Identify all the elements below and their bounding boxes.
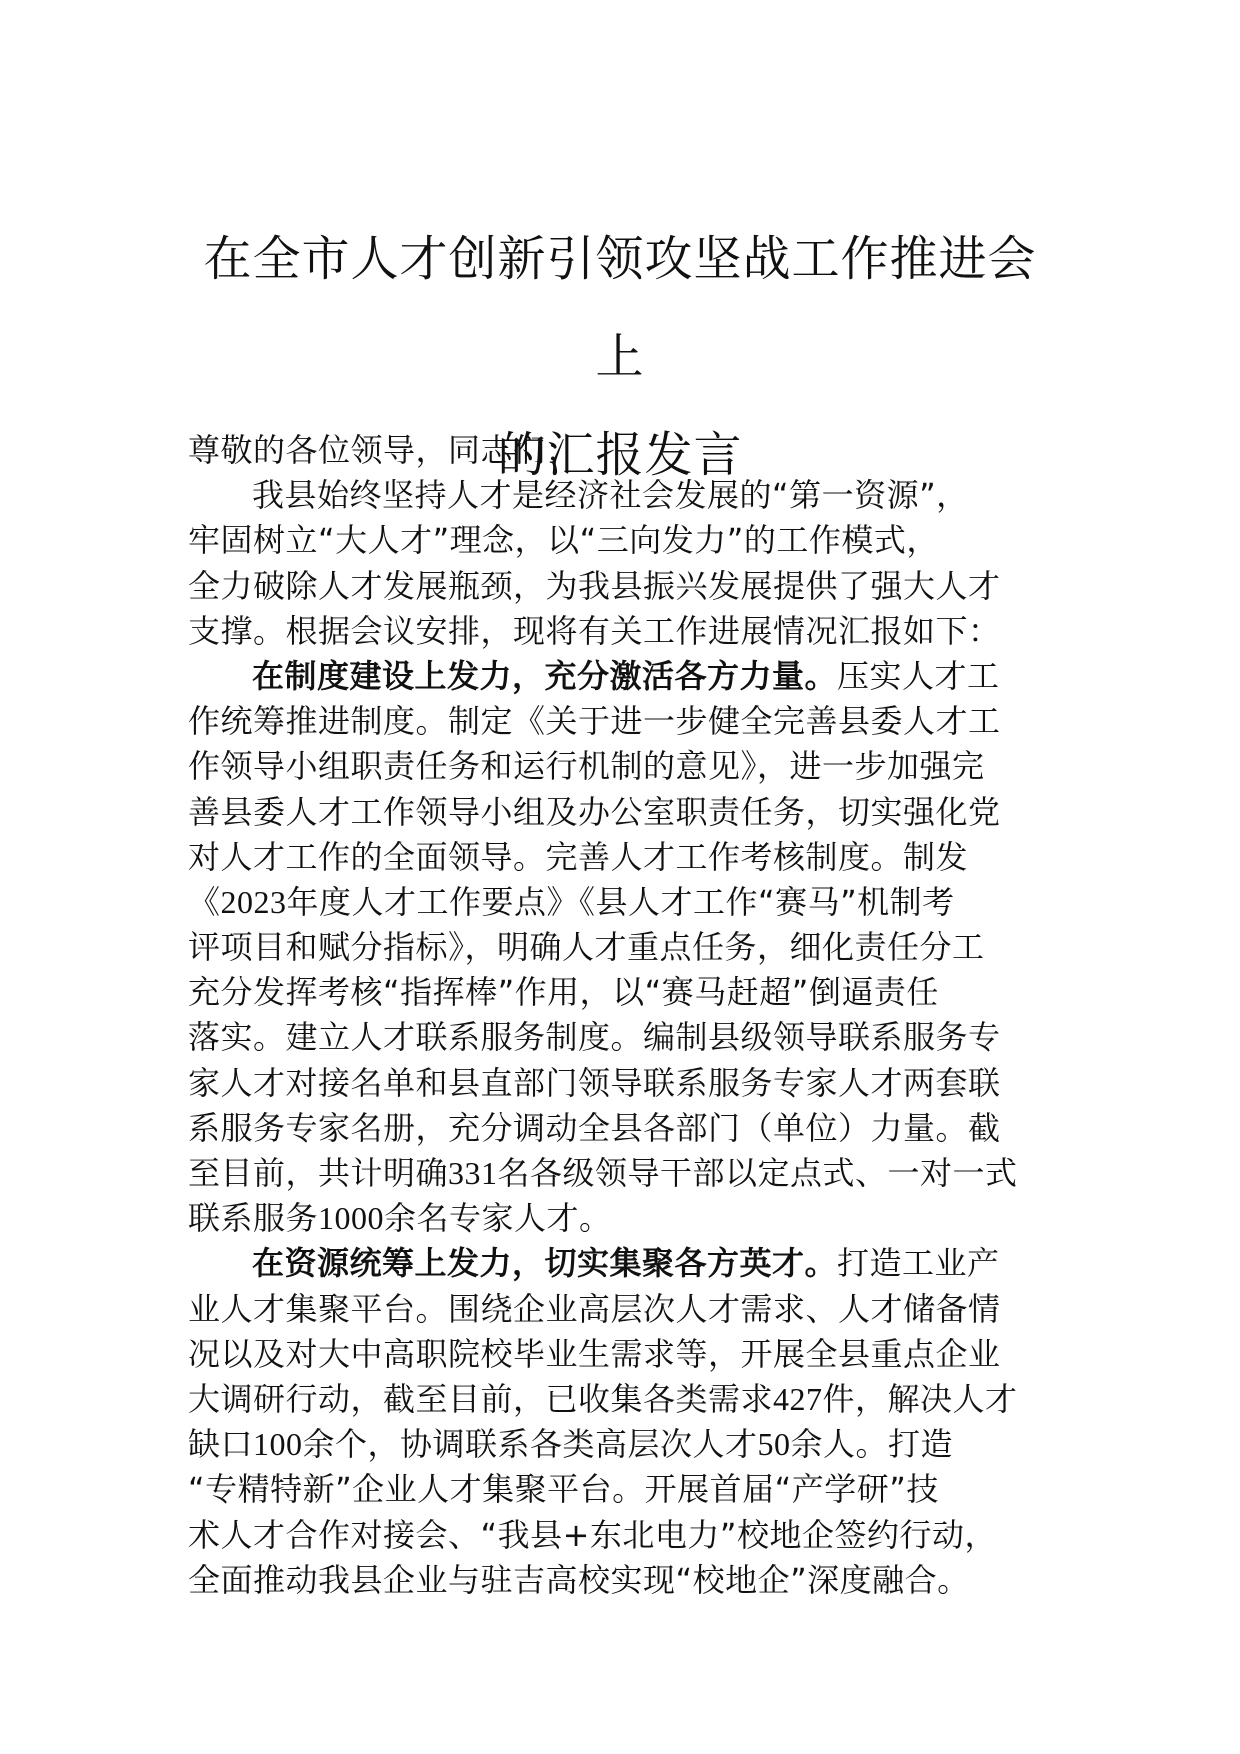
text-line: 全力破除人才发展瓶颈，为我县振兴发展提供了强大人才 [188, 566, 1001, 605]
text-segment: 余个，协调联系各类高层次人才 [302, 1425, 758, 1464]
section-heading: 在制度建设上发力，充分激活各方力量。 [252, 656, 838, 695]
paragraph-intro [188, 473, 1058, 654]
text-line: 充分发挥考核“指挥棒”作用，以“赛马赶超”倒逼责任 [188, 973, 939, 1012]
text-segment: 《 [188, 882, 221, 921]
text-line: 系服务专家名册，充分调动全县各部门（单位）力量。截 [188, 1108, 1001, 1147]
text-line [188, 1377, 1058, 1422]
paragraph-resource-coordination [188, 1241, 1058, 1603]
text-line [188, 1241, 1058, 1286]
text-line [188, 1422, 1058, 1467]
section-heading: 在资源统筹上发力，切实集聚各方英才。 [252, 1244, 838, 1283]
title-line-1: 在全市人才创新引领攻坚战工作推进会上 [203, 231, 1037, 385]
text-line [188, 880, 1058, 925]
text-line: 落实。建立人才联系服务制度。编制县级领导联系服务专 [188, 1018, 1001, 1057]
text-segment: 余人。打造 [790, 1425, 954, 1464]
paragraph-institution-building [188, 654, 1058, 1241]
number-segment: 427 [773, 1380, 823, 1417]
text-line [188, 654, 1058, 699]
salutation: 尊敬的各位领导，同志们： [188, 431, 579, 469]
text-line: 作领导小组职责任务和运行机制的意见》，进一步加强完 [188, 747, 985, 786]
text-segment: 年度人才工作要点》《县人才工作“赛马”机制考 [286, 882, 955, 921]
document-body [188, 428, 1058, 1603]
text-segment: 缺口 [188, 1425, 254, 1464]
text-line: 业人才集聚平台。围绕企业高层次人才需求、人才储备情 [188, 1289, 1001, 1328]
text-segment: 联系服务 [188, 1199, 319, 1238]
text-segment: 件，解决人才 [822, 1379, 1018, 1418]
text-line [188, 1196, 1058, 1241]
text-segment: 打造工业产 [837, 1244, 1000, 1283]
number-segment: 50 [757, 1426, 791, 1463]
text-line: 善县委人才工作领导小组及办公室职责任务，切实强化党 [188, 792, 1001, 831]
number-segment: 2023 [220, 883, 287, 920]
text-segment: 压实人才工 [837, 656, 1000, 695]
text-line: “专精特新”企业人才集聚平台。开展首届“产学研”技 [188, 1470, 939, 1509]
number-segment: 331 [448, 1155, 498, 1191]
text-line: 家人才对接名单和县直部门领导联系服务专家人才两套联 [188, 1063, 1001, 1102]
number-segment: 100 [253, 1426, 303, 1463]
text-line: 术人才合作对接会、“我县+东北电力”校地企签约行动， [188, 1515, 997, 1554]
text-line: 况以及对大中高职院校毕业生需求等，开展全县重点企业 [188, 1334, 1001, 1373]
title-line-2: 的汇报发言 [497, 427, 743, 483]
text-line [188, 1151, 1058, 1196]
text-line: 评项目和赋分指标》，明确人才重点任务，细化责任分工 [188, 928, 985, 967]
text-line: 支撑。根据会议安排，现将有关工作进展情况汇报如下： [188, 611, 1001, 650]
text-line: 牢固树立“大人才”理念，以“三向发力”的工作模式， [188, 521, 939, 560]
text-segment: 大调研行动，截至目前，已收集各类需求 [188, 1379, 774, 1418]
text-line: 我县始终坚持人才是经济社会发展的“第一资源”， [252, 476, 969, 515]
text-line: 对人才工作的全面领导。完善人才工作考核制度。制发 [188, 837, 969, 876]
text-segment: 余名专家人才。 [384, 1199, 612, 1238]
text-segment: 名各级领导干部以定点式、一对一式 [497, 1154, 1018, 1192]
text-line: 作统筹推进制度。制定《关于进一步健全完善县委人才工 [188, 702, 1001, 741]
text-line: 全面推动我县企业与驻吉高校实现“校地企”深度融合。 [188, 1560, 970, 1599]
text-segment: 至目前，共计明确 [188, 1154, 449, 1192]
number-segment: 1000 [318, 1200, 385, 1237]
